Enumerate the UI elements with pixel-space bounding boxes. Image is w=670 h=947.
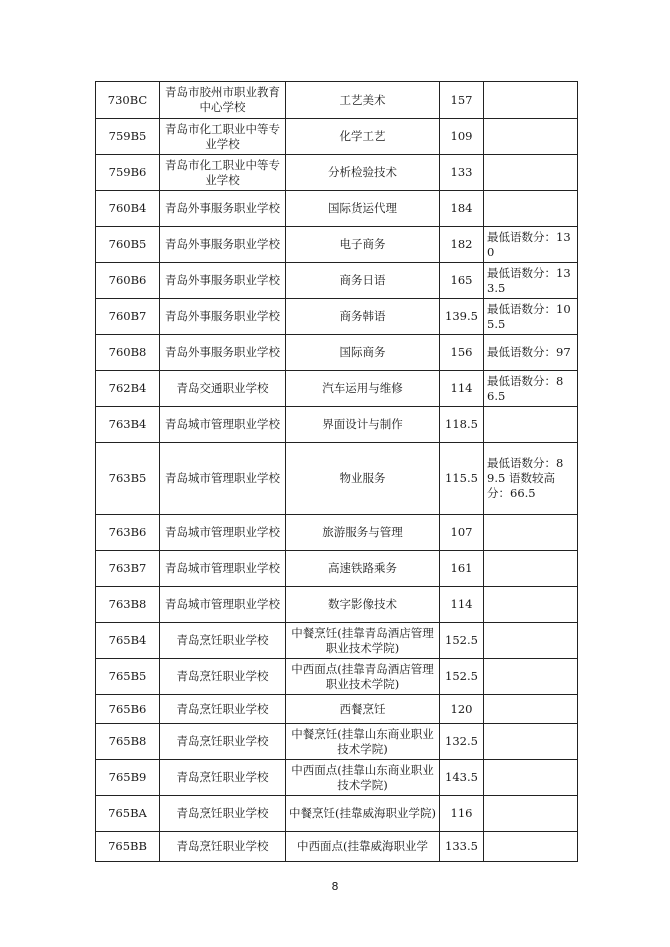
table-row xyxy=(96,299,578,335)
row-major: 高速铁路乘务 xyxy=(286,551,440,587)
row-code: 759B5 xyxy=(96,119,160,155)
row-note: 最低语数分：133.5 xyxy=(484,263,578,299)
row-note xyxy=(484,515,578,551)
row-score: 114 xyxy=(440,371,484,407)
table-row xyxy=(96,796,578,832)
row-note: 最低语数分：86.5 xyxy=(484,371,578,407)
row-code: 763B5 xyxy=(96,443,160,515)
row-note xyxy=(484,695,578,724)
row-school: 青岛城市管理职业学校 xyxy=(160,551,286,587)
row-major: 工艺美术 xyxy=(286,82,440,119)
row-score: 114 xyxy=(440,587,484,623)
row-score: 161 xyxy=(440,551,484,587)
row-major: 中西面点(挂靠青岛酒店管理职业技术学院) xyxy=(286,659,440,695)
row-code: 763B7 xyxy=(96,551,160,587)
row-major: 分析检验技术 xyxy=(286,155,440,191)
row-major: 界面设计与制作 xyxy=(286,407,440,443)
table-row xyxy=(96,335,578,371)
table-row xyxy=(96,832,578,862)
row-score: 133 xyxy=(440,155,484,191)
row-note: 最低语数分：105.5 xyxy=(484,299,578,335)
row-note xyxy=(484,724,578,760)
row-major: 化学工艺 xyxy=(286,119,440,155)
row-score: 115.5 xyxy=(440,443,484,515)
row-major: 国际商务 xyxy=(286,335,440,371)
row-score: 152.5 xyxy=(440,623,484,659)
table-row xyxy=(96,407,578,443)
row-code: 763B4 xyxy=(96,407,160,443)
table-row xyxy=(96,623,578,659)
row-school: 青岛外事服务职业学校 xyxy=(160,227,286,263)
row-major: 国际货运代理 xyxy=(286,191,440,227)
row-major: 数字影像技术 xyxy=(286,587,440,623)
row-code: 765B6 xyxy=(96,695,160,724)
table-row xyxy=(96,443,578,515)
row-note xyxy=(484,760,578,796)
row-score: 165 xyxy=(440,263,484,299)
row-note xyxy=(484,82,578,119)
row-school: 青岛烹饪职业学校 xyxy=(160,796,286,832)
row-code: 763B8 xyxy=(96,587,160,623)
row-note xyxy=(484,659,578,695)
row-code: 760B4 xyxy=(96,191,160,227)
row-score: 120 xyxy=(440,695,484,724)
row-major: 西餐烹饪 xyxy=(286,695,440,724)
row-code: 765B9 xyxy=(96,760,160,796)
page-number: 8 xyxy=(331,880,339,893)
table-row xyxy=(96,82,578,119)
row-score: 157 xyxy=(440,82,484,119)
row-code: 730BC xyxy=(96,82,160,119)
row-code: 765B5 xyxy=(96,659,160,695)
row-score: 152.5 xyxy=(440,659,484,695)
table-row xyxy=(96,371,578,407)
row-note xyxy=(484,551,578,587)
row-note xyxy=(484,407,578,443)
row-note xyxy=(484,796,578,832)
row-school: 青岛市胶州市职业教育中心学校 xyxy=(160,82,286,119)
row-code: 765B8 xyxy=(96,724,160,760)
row-school: 青岛交通职业学校 xyxy=(160,371,286,407)
row-school: 青岛外事服务职业学校 xyxy=(160,263,286,299)
row-school: 青岛烹饪职业学校 xyxy=(160,760,286,796)
row-major: 中西面点(挂靠威海职业学 xyxy=(286,832,440,862)
table-row xyxy=(96,551,578,587)
row-school: 青岛市化工职业中等专业学校 xyxy=(160,155,286,191)
row-school: 青岛外事服务职业学校 xyxy=(160,335,286,371)
row-major: 中餐烹饪(挂靠山东商业职业技术学院) xyxy=(286,724,440,760)
row-note xyxy=(484,191,578,227)
row-school: 青岛烹饪职业学校 xyxy=(160,695,286,724)
row-note xyxy=(484,119,578,155)
row-major: 中餐烹饪(挂靠威海职业学院) xyxy=(286,796,440,832)
row-code: 765B4 xyxy=(96,623,160,659)
row-code: 762B4 xyxy=(96,371,160,407)
row-note: 最低语数分：89.5 语数较高分：66.5 xyxy=(484,443,578,515)
row-school: 青岛市化工职业中等专业学校 xyxy=(160,119,286,155)
row-major: 中西面点(挂靠山东商业职业技术学院) xyxy=(286,760,440,796)
row-score: 109 xyxy=(440,119,484,155)
table-row xyxy=(96,695,578,724)
row-code: 760B7 xyxy=(96,299,160,335)
row-major: 商务韩语 xyxy=(286,299,440,335)
row-score: 107 xyxy=(440,515,484,551)
row-code: 765BB xyxy=(96,832,160,862)
row-school: 青岛城市管理职业学校 xyxy=(160,587,286,623)
row-score: 133.5 xyxy=(440,832,484,862)
row-school: 青岛城市管理职业学校 xyxy=(160,443,286,515)
table-row xyxy=(96,760,578,796)
row-note xyxy=(484,623,578,659)
table-row xyxy=(96,191,578,227)
row-school: 青岛烹饪职业学校 xyxy=(160,724,286,760)
row-code: 763B6 xyxy=(96,515,160,551)
row-major: 电子商务 xyxy=(286,227,440,263)
row-score: 156 xyxy=(440,335,484,371)
table-row xyxy=(96,515,578,551)
row-score: 132.5 xyxy=(440,724,484,760)
table-body xyxy=(96,82,578,862)
table-row xyxy=(96,155,578,191)
row-score: 116 xyxy=(440,796,484,832)
row-major: 旅游服务与管理 xyxy=(286,515,440,551)
row-score: 182 xyxy=(440,227,484,263)
row-major: 物业服务 xyxy=(286,443,440,515)
row-score: 184 xyxy=(440,191,484,227)
row-note: 最低语数分：130 xyxy=(484,227,578,263)
row-score: 139.5 xyxy=(440,299,484,335)
table-row xyxy=(96,227,578,263)
table-row xyxy=(96,659,578,695)
row-score: 118.5 xyxy=(440,407,484,443)
row-major: 汽车运用与维修 xyxy=(286,371,440,407)
row-school: 青岛外事服务职业学校 xyxy=(160,299,286,335)
row-code: 760B6 xyxy=(96,263,160,299)
row-major: 中餐烹饪(挂靠青岛酒店管理职业技术学院) xyxy=(286,623,440,659)
row-school: 青岛烹饪职业学校 xyxy=(160,623,286,659)
row-score: 143.5 xyxy=(440,760,484,796)
row-note xyxy=(484,155,578,191)
row-code: 760B8 xyxy=(96,335,160,371)
row-code: 759B6 xyxy=(96,155,160,191)
row-note: 最低语数分：97 xyxy=(484,335,578,371)
table-row xyxy=(96,724,578,760)
table-row xyxy=(96,263,578,299)
admission-score-table xyxy=(95,81,578,862)
row-school: 青岛城市管理职业学校 xyxy=(160,407,286,443)
row-school: 青岛城市管理职业学校 xyxy=(160,515,286,551)
row-note xyxy=(484,832,578,862)
row-school: 青岛烹饪职业学校 xyxy=(160,659,286,695)
row-school: 青岛外事服务职业学校 xyxy=(160,191,286,227)
row-code: 765BA xyxy=(96,796,160,832)
table-row xyxy=(96,119,578,155)
row-school: 青岛烹饪职业学校 xyxy=(160,832,286,862)
table-row xyxy=(96,587,578,623)
row-code: 760B5 xyxy=(96,227,160,263)
row-major: 商务日语 xyxy=(286,263,440,299)
row-note xyxy=(484,587,578,623)
